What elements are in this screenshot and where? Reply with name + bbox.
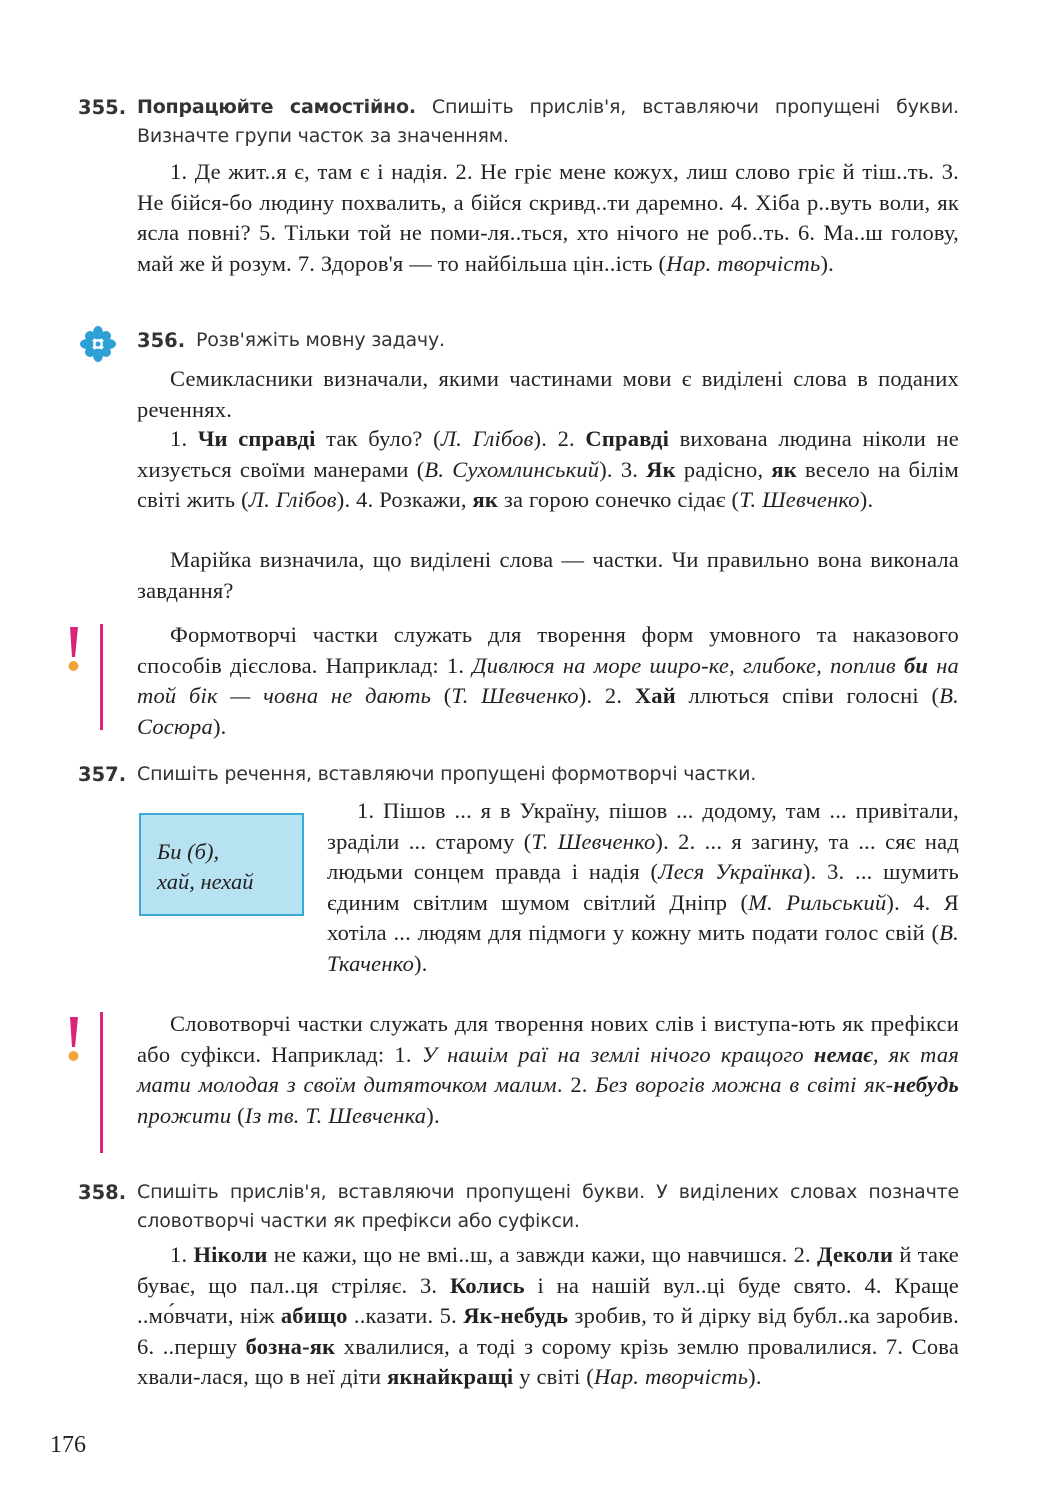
- exercise-355-task: Попрацюйте самостійно. Спишіть прислів'я, вставляючи пропущені букви. Визначте групи часток за значенням.: [137, 96, 959, 147]
- exercise-356-question: Марійка визначила, що виділені слова — частки. Чи правильно вона виконала завдання?: [137, 547, 959, 603]
- exercise-356-task: Розв'яжіть мовну задачу.: [196, 329, 445, 351]
- exercise-number-355: 355.: [78, 96, 127, 119]
- exercise-number-357: 357.: [78, 763, 127, 786]
- rule-1-text: Формотворчі частки служать для творення форм умовного та наказового способів дієслова. Наприклад: 1. Дивлюся на море широ-ке, глибоке, поплив би на той бік — човна не дають (Т. Шевченко). 2. Хай ллються співи голосні (В. Сосюра).: [137, 622, 960, 739]
- rule-2-bar: [100, 1012, 103, 1153]
- exercise-356-intro: Семикласники визначали, якими частинами мови є виділені слова в поданих реченнях.: [137, 366, 959, 422]
- exercise-355-lead: Попрацюйте самостійно.: [137, 96, 416, 118]
- exercise-358-task: Спишіть прислів'я, вставляючи пропущені букви. У виділених словах позначте словотворчі частки як префікси або суфікси.: [137, 1181, 959, 1232]
- rule-1-bar: [100, 624, 103, 730]
- flower-icon: [80, 326, 116, 362]
- exercise-357-task: Спишіть речення, вставляючи пропущені формотворчі частки.: [137, 763, 757, 785]
- exclamation-icon: [58, 625, 88, 673]
- exercise-number-358: 358.: [78, 1181, 127, 1204]
- rule-2-text: Словотворчі частки служать для творення нових слів і виступа-ють як префікси або суфікси. Наприклад: 1. У нашім раї на землі нічого кращого немає, як тая мати молодая з своїм дитяточком малим. 2. Без ворогів можна в світі як-небудь прожити (Із тв. Т. Шевченка).: [137, 1011, 960, 1128]
- exercise-356-sentences: 1. Чи справді так було? (Л. Глібов). 2. Справді вихована людина ніколи не хизується своїми манерами (В. Сухомлинський). 3. Як радісно, як весело на білім світі жить (Л. Глібов). 4. Розкажи, як за горою сонечко сідає (Т. Шевченко).: [137, 426, 959, 512]
- exclamation-icon: [58, 1015, 88, 1063]
- exercise-358-text: 1. Ніколи не кажи, що не вмі..ш, а завжди кажи, що навчишся. 2. Деколи й таке буває, що пал..ця стріляє. 3. Колись і на нашій вул..ці буде свято. 4. Краще ..мо́вчати, ніж абищо ..казати. 5. Як-небудь зробив, то й дірку від бубл..ка заробив. 6. ..першу бозна-як хвалилися, а тоді з сорому крізь землю провалилися. 7. Сова хвали-лася, що в неї діти якнайкращі у світі (Нар. творчість).: [137, 1242, 960, 1389]
- exercise-number-356: 356.: [137, 329, 186, 352]
- exercise-357-text: 1. Пішов ... я в Україну, пішов ... додому, там ... привітали, зраділи ... старому (Т. Шевченко). 2. ... я загину, та ... сяє над людьми сонцем правда і надія (Леся Українка). 3. ... шумить єдиним світлим шумом світлий Дніпр (М. Рильський). 4. Я хотіла ... людям для підмоги у кожну мить подати голос свій (В. Ткаченко).: [327, 798, 959, 976]
- page-number: 176: [50, 1432, 86, 1458]
- hint-text: Би (б), хай, нехай: [157, 839, 254, 894]
- exercise-355-text: 1. Де жит..я є, там є і надія. 2. Не гріє мене кожух, лиш слово гріє й тіш..ть. 3. Не бійся-бо людину похвалить, а бійся скривд..ти даремно. 4. Хіба р..вуть воли, як ясла повні? 5. Тільки той не поми-ля..ться, хто нічого не роб..ть. 6. Ма..ш голову, май же й розум. 7. Здоров'я — то найбільша цін..ість (Нар. творчість).: [137, 159, 959, 276]
- hint-box: [139, 813, 304, 916]
